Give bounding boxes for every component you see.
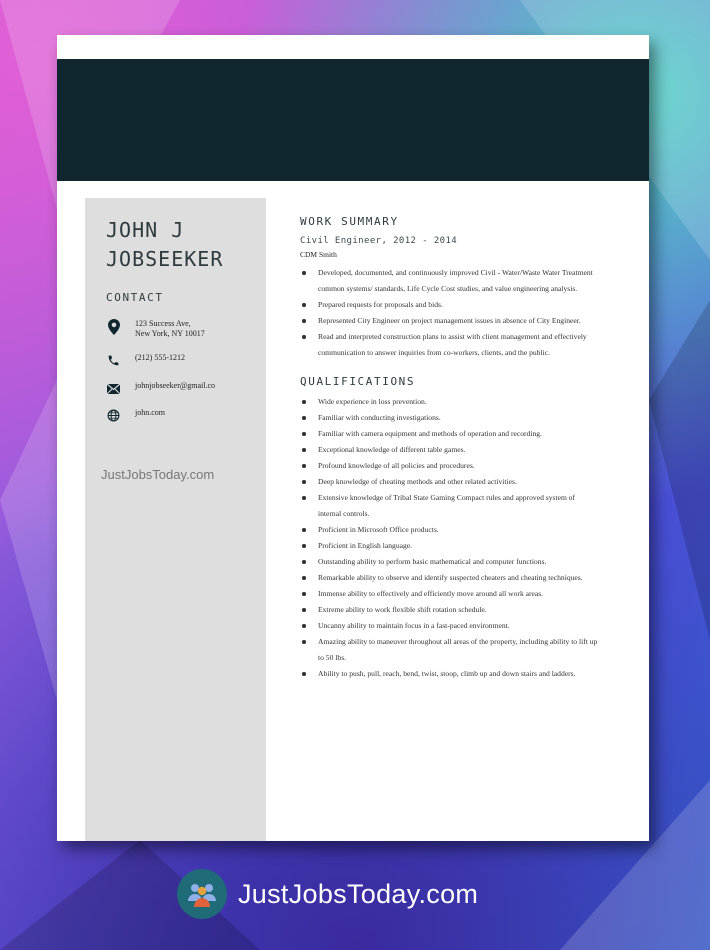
list-item: Represented City Engineer on project management issues in absence of City Engineer. <box>300 313 600 329</box>
name-line-1: JOHN J <box>106 218 185 242</box>
header-band <box>57 59 649 181</box>
location-pin-icon <box>106 319 121 334</box>
email-text: johnjobseeker@gmail.co <box>135 381 216 390</box>
contact-website <box>106 408 165 423</box>
job-title: Civil Engineer, 2012 - 2014 <box>300 236 458 246</box>
list-item: Extensive knowledge of Tribal State Gaming Compact rules and approved system of internal controls. <box>300 490 600 522</box>
website-text: john.com <box>135 408 165 417</box>
candidate-name <box>106 216 223 274</box>
list-item: Wide experience in loss prevention. <box>300 394 600 410</box>
list-item: Proficient in English language. <box>300 538 600 554</box>
list-item: Immense ability to effectively and efficiently move around all work areas. <box>300 586 600 602</box>
list-item: Outstanding ability to perform basic mathematical and computer functions. <box>300 554 600 570</box>
contact-heading: CONTACT <box>106 291 164 304</box>
contact-phone <box>106 353 185 368</box>
list-item: Prepared requests for proposals and bids. <box>300 297 600 313</box>
phone-text: (212) 555-1212 <box>135 353 185 362</box>
list-item: Developed, documented, and continuously improved Civil - Water/Waste Water Treatment common systems/ standards, Life Cycle Cost studies, and value engineering analysis. <box>300 265 600 297</box>
qualification-bullets <box>300 394 600 682</box>
watermark-text: JustJobsToday.com <box>101 467 215 482</box>
main-content <box>300 215 600 682</box>
globe-icon <box>106 408 121 423</box>
list-item: Profound knowledge of all policies and procedures. <box>300 458 600 474</box>
work-summary-heading: WORK SUMMARY <box>300 215 399 228</box>
company-name: CDM Smith <box>300 250 337 259</box>
brand-link[interactable]: JustJobsToday.com <box>238 878 479 909</box>
list-item: Exceptional knowledge of different table games. <box>300 442 600 458</box>
work-bullets <box>300 265 600 361</box>
list-item: Uncanny ability to maintain focus in a fast-paced environment. <box>300 618 600 634</box>
list-item: Extreme ability to work flexible shift rotation schedule. <box>300 602 600 618</box>
name-line-2: JOBSEEKER <box>106 247 224 271</box>
list-item: Read and interpreted construction plans to assist with client management and effectively communication to answer inquiries from co-workers, clients, and the public. <box>300 329 600 361</box>
sidebar <box>85 198 266 841</box>
qualifications-heading: QUALIFICATIONS <box>300 375 416 388</box>
address-line-2: New York, NY 10017 <box>135 329 205 338</box>
site-footer[interactable] <box>177 869 478 919</box>
list-item: Familiar with camera equipment and methods of operation and recording. <box>300 426 600 442</box>
contact-email <box>106 381 215 396</box>
address-line-1: 123 Success Ave, <box>135 319 191 328</box>
envelope-icon <box>106 381 121 396</box>
list-item: Ability to push, pull, reach, bend, twist, stoop, climb up and down stairs and ladders. <box>300 666 600 682</box>
list-item: Deep knowledge of cheating methods and other related activities. <box>300 474 600 490</box>
list-item: Proficient in Microsoft Office products. <box>300 522 600 538</box>
phone-icon <box>106 353 121 368</box>
people-group-icon[interactable] <box>177 869 227 919</box>
resume-page <box>57 35 649 841</box>
list-item: Familiar with conducting investigations. <box>300 410 600 426</box>
list-item: Remarkable ability to observe and identify suspected cheaters and cheating techniques. <box>300 570 600 586</box>
contact-address <box>106 319 205 339</box>
list-item: Amazing ability to maneuver throughout all areas of the property, including ability to lift up to 50 lbs. <box>300 634 600 666</box>
